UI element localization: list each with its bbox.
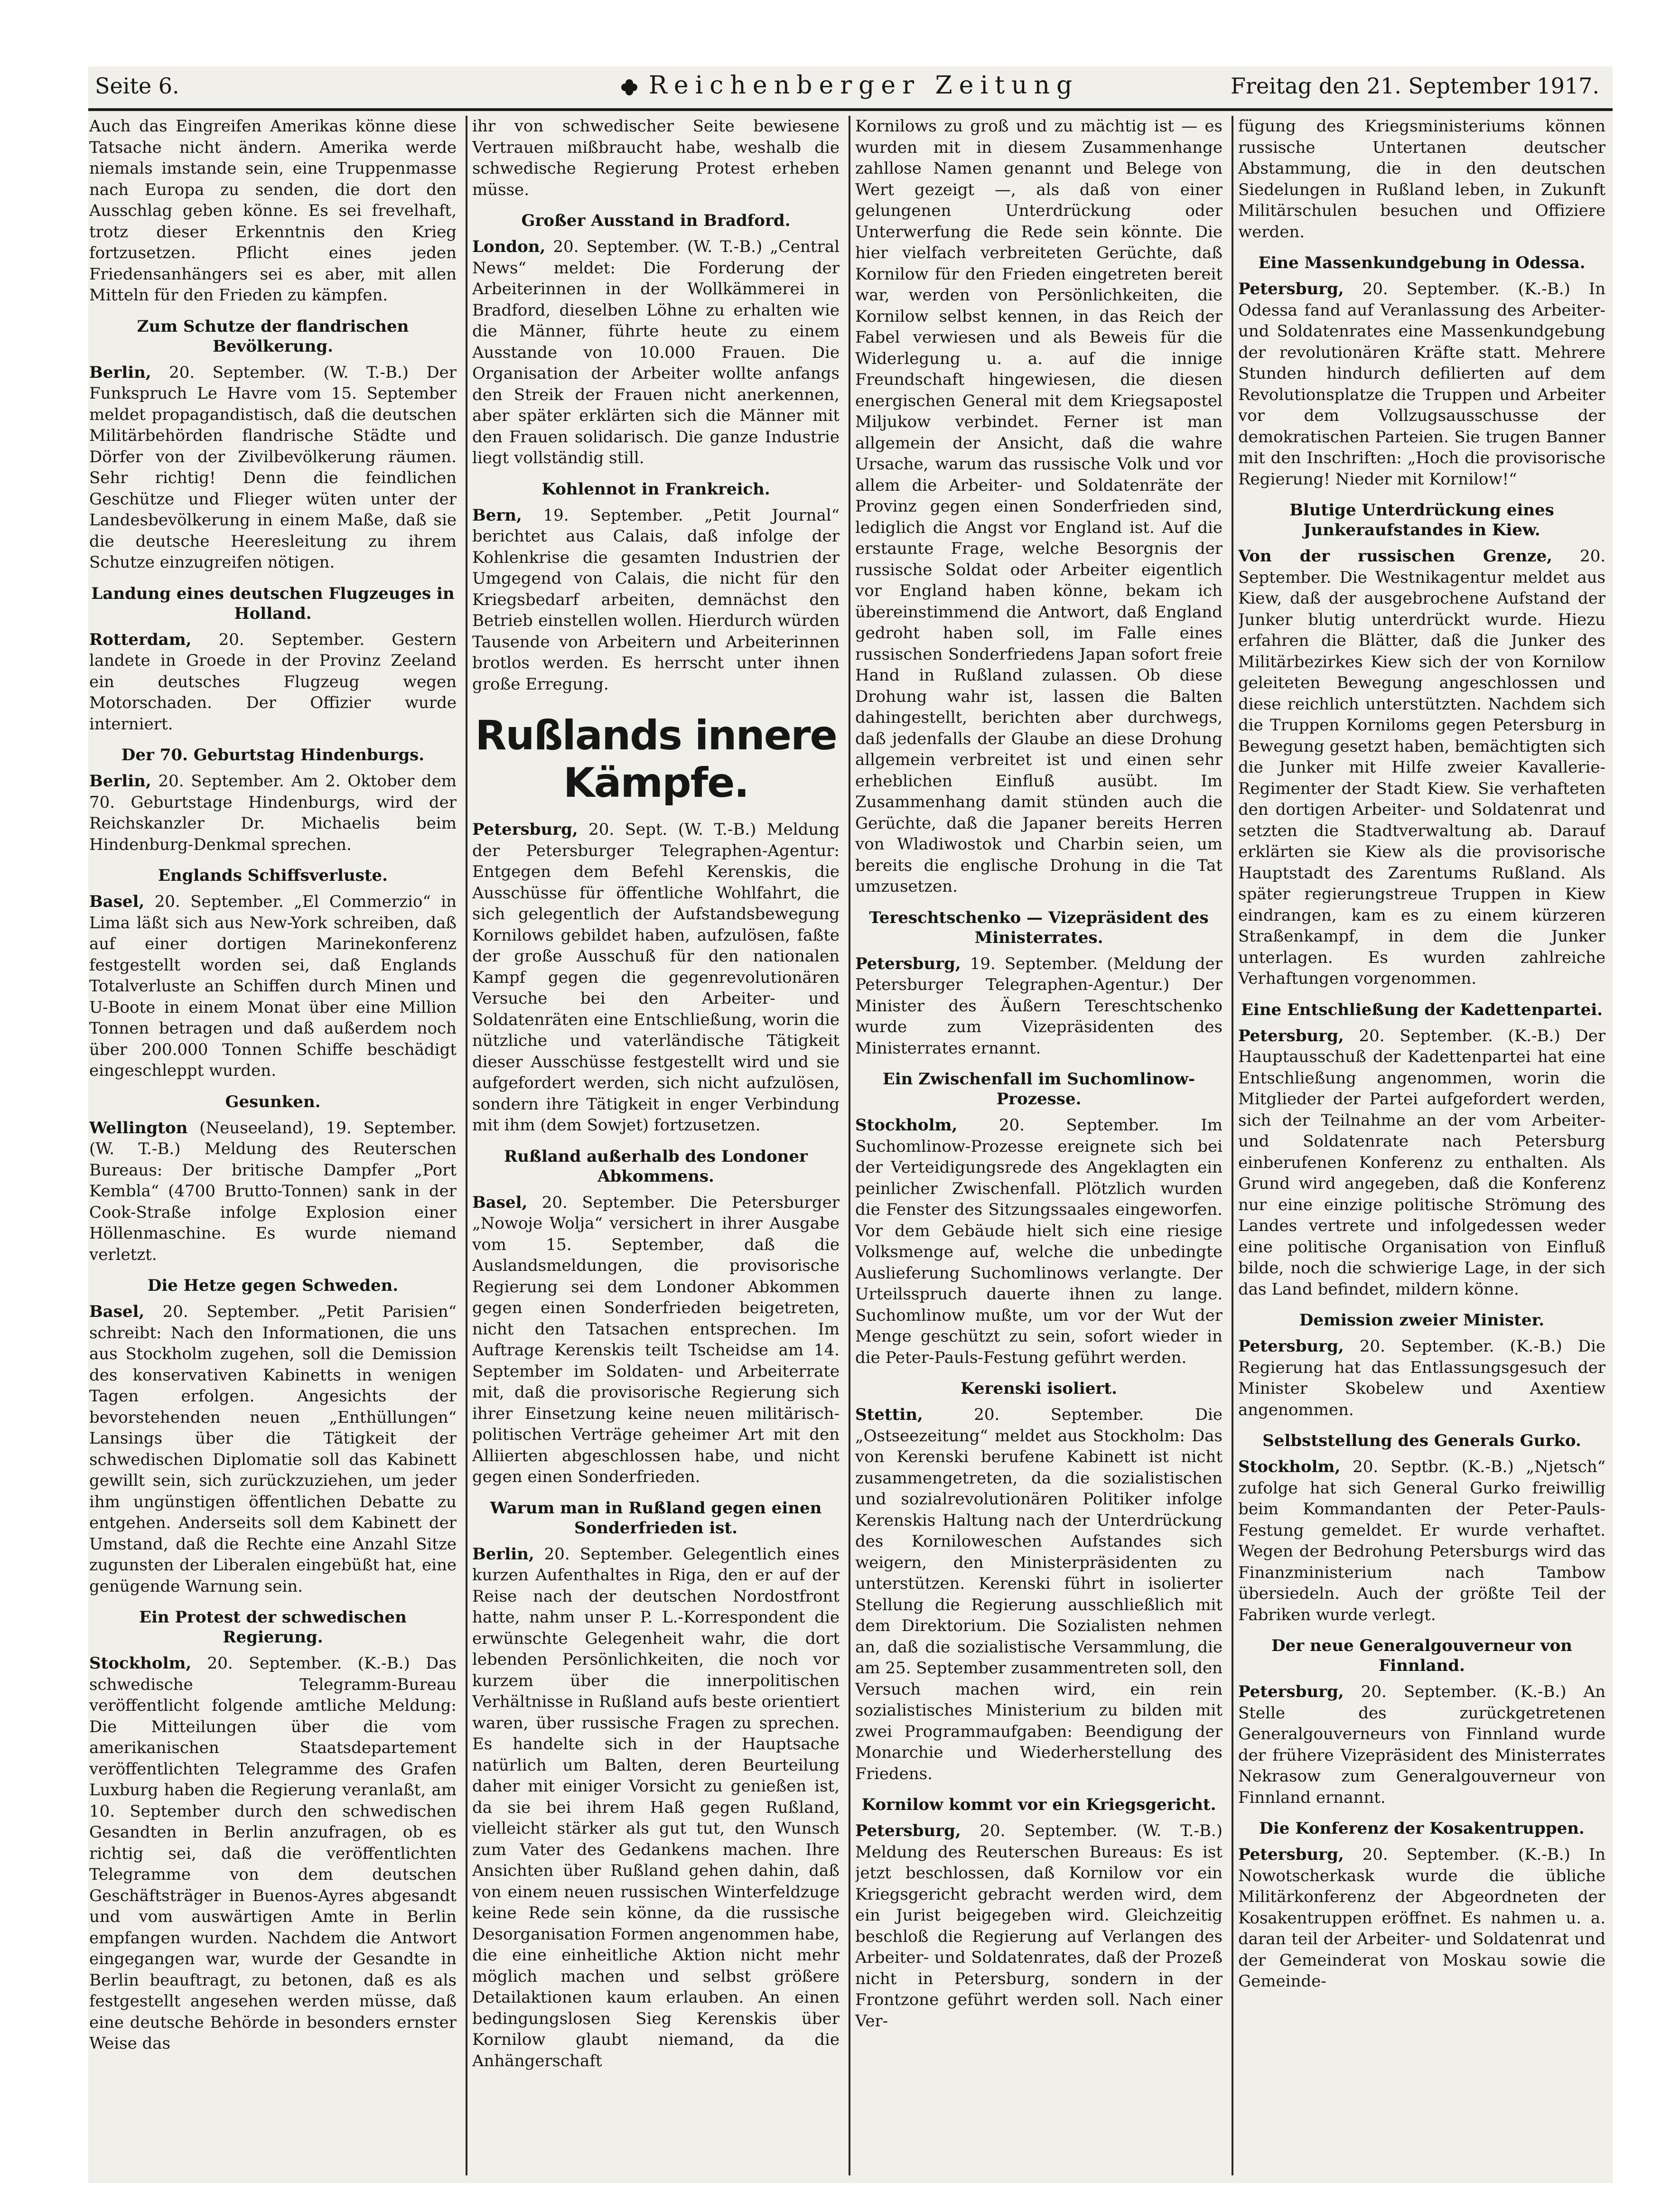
article-headline: Der 70. Geburtstag Hindenburgs. bbox=[121, 746, 425, 765]
dateline: Berlin, bbox=[472, 1544, 534, 1564]
article-text: 20. September. Die Westnikagentur meldet aus Kiew, daß der ausgebrochene Aufstand der Junker blutig unterdrückt wurde. Hiezu erfahren die Blätter, daß die Junker des Militärbezirkes Kiew sich der von Kornilow geleiteten Bewegung angeschlossen und diese reichlich unterstützten. Nachdem sich die Truppen Korniloms gegen Petersburg in Bewegung gesetzt haben, bemächtigten sich die Junker mit Hilfe zweier Kavallerie-Regimenter der Stadt Kiew. Sie verhafteten den dortigen Arbeiter- und Soldatenrat und setzten die Stadtverwaltung ab. Darauf erklärten sie Kiew als die provisorische Hauptstadt des Zarentums Rußland. Als später regierungstreue Truppen in Kiew eindrangen, kam es zu einem kürzeren Straßenkampf, in dem die Junker unterlagen. Es wurden zahlreiche Verhaftungen vorgenommen. bbox=[1238, 547, 1605, 988]
article-body bbox=[1238, 1026, 1605, 1300]
continuation-paragraph: fügung des Kriegsministeriums können russische Untertanen deutscher Abstammung, die in den deutschen Siedelungen in Rußland leben, in Zukunft Militärschulen besuchen und Offiziere werden. bbox=[1238, 117, 1605, 242]
dateline: Basel, bbox=[89, 892, 145, 911]
article-text: 20. September. (W. T.-B.) Meldung des Reuterschen Bureaus: Es ist jetzt beschlossen, daß Kornilow vor ein Kriegsgericht gebracht werden wird, dem ein Jurist beigegeben wird. Gleichzeitig beschloß die Regierung auf Verlangen des Arbeiter- und Soldatenrates, daß der Prozeß nicht in Petersburg, sondern in der Frontzone geführt werden soll. Nach einer Ver- bbox=[855, 1821, 1223, 2031]
article-headline: Englands Schiffsverluste. bbox=[158, 866, 388, 885]
article-body bbox=[855, 953, 1223, 1059]
continuation-paragraph: Kornilows zu groß und zu mächtig ist — es wurden mit in diesem Zusammenhange zahllose Namen genannt und Belege von Wert gezeigt —, als daß von einer gelungenen Unterdrückung oder Unterwerfung die Rede sein könnte. Die hier vielfach verbreiteten Gerüchte, daß Kornilow für den Frieden eingetreten bereit war, werden von Persönlichkeiten, die Kornilow selbst kennen, in das Reich der Fabel verwiesen und als Beweis für die Widerlegung u. a. auf die innige Freundschaft hingewiesen, die diesen energischen General mit dem Kriegsapostel Miljukow verbindet. Ferner ist man allgemein der Ansicht, daß die wahre Ursache, warum das russische Volk und vor allem die Arbeiter- und Soldatenräte der Provinz gegen einen Sonderfrieden sind, lediglich die Angst vor England ist. Auf die erstaunte Frage, welche Besorgnis der russische Soldat oder Arbeiter eigentlich vor England haben könne, bekam ich übereinstimmend die Antwort, daß England gedroht haben soll, im Falle eines russischen Sonderfriedens Japan sofort freie Hand in Rußland zulassen. Ob diese Drohung wahr ist, lassen die Balten dahingestellt, berichten aber durchwegs, daß jedenfalls der Glaube an diese Drohung allgemein verbreitet ist und einen sehr erheblichen Einfluß ausübt. Im Zusammenhang damit stünden auch die Gerüchte, daß die Japaner bereits Herren von Wladiwostok und Charbin seien, um bereits die englische Drohung in die Tat umzusetzen. bbox=[855, 117, 1223, 896]
dateline: Von der russischen Grenze, bbox=[1238, 547, 1552, 566]
main-headline: Rußlands innere Kämpfe. bbox=[475, 712, 837, 807]
article-body bbox=[472, 505, 840, 695]
article-text: 20. September. Gestern landete in Groede in der Provinz Zeeland ein deutsches Flugzeug wegen Motorschaden. Der Offizier wurde interniert. bbox=[89, 630, 457, 734]
dateline: Stettin, bbox=[855, 1405, 923, 1424]
article-body bbox=[1238, 1336, 1605, 1420]
article-body bbox=[89, 1301, 457, 1597]
dateline: Rotterdam, bbox=[89, 630, 192, 649]
column-rule bbox=[1232, 116, 1233, 2175]
dateline: Wellington bbox=[89, 1118, 188, 1138]
dateline: Petersburg, bbox=[1238, 1682, 1344, 1701]
article-text: 20. September. (K.-B.) Die Regierung hat das Entlassungsgesuch der Minister Skobelew und Axentiew angenommen. bbox=[1238, 1337, 1605, 1419]
dateline: London, bbox=[472, 237, 546, 256]
article-text: 20. September. Im Suchomlinow-Prozesse ereignete sich bei der Verteidigungsrede des Angeklagten ein peinlicher Zwischenfall. Plötzlich wurden die Fenster des Sitzungssaales eingeworfen. Vor dem Gebäude hielt sich eine riesige Volksmenge auf, welche die unbedingte Auslieferung Suchomlinows verlangte. Der Urteilsspruch dauerte ihnen zu lange. Suchomlinow mußte, um vor der Wut der Menge geschützt zu sein, sofort wieder in die Peter-Pauls-Festung geführt werden. bbox=[855, 1116, 1223, 1367]
article-body bbox=[472, 1544, 840, 2072]
article-headline: Kohlennot in Frankreich. bbox=[541, 479, 770, 499]
article-text: 20. September. (W. T.-B.) Der Funkspruch Le Havre vom 15. September meldet propagandistisch, daß die deutschen Militärbehörden flandrische Städte und Dörfer von der Zivilbevölkerung räumen. Sehr richtig! Denn die feindlichen Geschütze und Flieger wüten unter der Landesbevölkerung in einem Maße, daß sie die deutsche Heeresleitung zu ihrem Schutze einzugreifen nötigen. bbox=[89, 363, 457, 572]
article-text: 20. September. Die Petersburger „Nowoje Wolja“ versichert in ihrer Ausgabe vom 15. September, daß die Auslandsmeldungen, die provisorische Regierung sei dem Londoner Abkommen gegen einen Sonderfrieden beigetreten, nicht den Tatsachen entsprechen. Im Auftrage Kerenskis teilt Tscheidse am 14. September im Soldaten- und Arbeiterrate mit, daß die provisorische Regierung sich ihrer Einsetzung keine neuen militärisch-politischen Verträge geheimer Art mit den Alliierten abgeschlossen habe, und nicht gegen einen Sonderfrieden. bbox=[472, 1193, 840, 1486]
article-body bbox=[472, 819, 840, 1136]
article-headline: Warum man in Rußland gegen einen Sonderfrieden ist. bbox=[490, 1498, 822, 1538]
article-text: 20. Sept. (W. T.-B.) Meldung der Petersburger Telegraphen-Agentur: Entgegen dem Befehl Kerenskis, die Ausschüsse für öffentliche Wohlfahrt, die sich gelegentlich der Aufstandsbewegung Kornilows gebildet haben, aufzulösen, faßte der große Ausschuß für den nationalen Kampf gegen die gegenrevolutionären Versuche bei den Arbeiter- und Soldatenräten eine Entschließung, worin die nützliche und vaterländische Tätigkeit dieser Ausschüsse festgestellt wird und sie aufgefordert werden, sich nicht aufzulösen, sondern ihre Tätigkeit in enger Verbindung mit ihm (dem Sowjet) fortzusetzen. bbox=[472, 820, 840, 1135]
article-text: 20. September. Die „Ostseezeitung“ meldet aus Stockholm: Das von Kerenski berufene Kabinett ist nicht zusammengetreten, da die sozialistischen und sozialrevolutionären Politiker infolge Kerenskis Haltung nach der Unterdrückung des Korniloweschen Aufstandes sich weigern, den Ministerpräsidenten zu unterstützen. Kerenski führt in isolierter Stellung die Regierung ausschließlich mit dem Direktorium. Die Sozialisten nehmen an, daß die sozialistische Versammlung, die am 25. September zusammentreten soll, den Versuch machen wird, ein rein sozialistisches Ministerium zu bilden mit zwei Programmaufgaben: Beendigung der Monarchie und Wiederherstellung des Friedens. bbox=[855, 1405, 1223, 1783]
article-text: 19. September. (Meldung der Petersburger Telegraphen-Agentur.) Der Minister des Äußern Tereschtschenko wurde zum Vizepräsidenten des Ministerrates ernannt. bbox=[855, 954, 1223, 1058]
article-body bbox=[1238, 546, 1605, 989]
dateline: Berlin, bbox=[89, 772, 151, 791]
article-headline: Die Konferenz der Kosakentruppen. bbox=[1259, 1819, 1585, 1838]
page-number: Seite 6. bbox=[95, 73, 179, 99]
article-body bbox=[89, 1118, 457, 1266]
article-headline: Gesunken. bbox=[225, 1092, 321, 1111]
dateline: Petersburg, bbox=[1238, 1845, 1344, 1864]
article-headline: Selbststellung des Generals Gurko. bbox=[1262, 1431, 1581, 1450]
article-body bbox=[89, 891, 457, 1082]
article-body bbox=[1238, 1844, 1605, 1992]
issue-date: Freitag den 21. September 1917. bbox=[1231, 73, 1599, 99]
article-headline: Kerenski isoliert. bbox=[961, 1379, 1117, 1398]
article-headline: Großer Ausstand in Bradford. bbox=[521, 211, 791, 230]
dateline: Stockholm, bbox=[1238, 1457, 1341, 1476]
article-body bbox=[472, 236, 840, 469]
dateline: Petersburg, bbox=[855, 1821, 961, 1840]
column-rule bbox=[849, 116, 850, 2175]
article-headline: Kornilow kommt vor ein Kriegsgericht. bbox=[861, 1795, 1216, 1814]
article-headline: Ein Zwischenfall im Suchomlinow-Prozesse. bbox=[882, 1070, 1195, 1109]
article-headline: Blutige Unterdrückung eines Junkeraufstandes in Kiew. bbox=[1289, 501, 1554, 540]
dateline: Berlin, bbox=[89, 363, 151, 382]
article-headline: Zum Schutze der flandrischen Bevölkerung. bbox=[137, 317, 409, 356]
flower-ornament-icon bbox=[622, 80, 636, 94]
article-headline: Eine Entschließung der Kadettenpartei. bbox=[1241, 1000, 1603, 1019]
article-text: 20. Septbr. (K.-B.) „Njetsch“ zufolge hat sich General Gurko freiwillig beim Kommandanten der Peter-Pauls-Festung gemeldet. Er wurde verhaftet. Wegen der Bedrohung Petersburgs wird das Finanzministerium nach Tambow übersiedeln. Auch der größte Teil der Fabriken wurde verlegt. bbox=[1238, 1457, 1605, 1624]
dateline: Petersburg, bbox=[1238, 280, 1344, 298]
article-text: 20. September. (K.-B.) Das schwedische Telegramm-Bureau veröffentlicht folgende amtliche Meldung: Die Mitteilungen über die vom amerikanischen Staatsdepartement veröffentlichten Telegramme des Grafen Luxburg haben die Regierung veranlaßt, am 10. September durch den schwedischen Gesandten in Berlin anzufragen, ob es richtig sei, daß die veröffentlichten Telegramme von dem deutschen Geschäftsträger in Buenos-Ayres abgesandt und vom auswärtigen Amte in Berlin empfangen wurden. Nachdem die Antwort eingegangen war, wurde der Gesandte in Berlin beauftragt, zu betonen, daß es als festgestellt angesehen werden müsse, daß eine deutsche Behörde in besonders ernster Weise das bbox=[89, 1654, 457, 2053]
dateline: Stockholm, bbox=[855, 1116, 958, 1135]
article-text: 20. September. (W. T.-B.) „Central News“ meldet: Die Forderung der Arbeiterinnen in der Wollkämmerei in Bradford, dieselben Löhne zu erhalten wie die Männer, führte heute zu einem Ausstande von 10.000 Frauen. Die Organisation der Arbeiter wollte anfangs den Streik der Frauen nicht anerkennen, aber später erklärten sich die Männer mit den Frauen solidarisch. Die ganze Industrie liegt vollständig still. bbox=[472, 237, 840, 467]
article-text: 20. September. (K.-B.) In Odessa fand auf Veranlassung des Arbeiter- und Soldatenrates eine Massenkundgebung der revolutionären Kräfte statt. Mehrere Stunden hindurch defilierten auf dem Revolutionsplatze die Truppen und Arbeiter vor dem Vollzugsausschusse der demokratischen Parteien. Sie trugen Banner mit den Inschriften: „Hoch die provisorische Regierung! Nieder mit Kornilow!“ bbox=[1238, 280, 1605, 489]
article-body bbox=[1238, 1456, 1605, 1625]
article-body bbox=[89, 771, 457, 855]
continuation-paragraph: ihr von schwedischer Seite bewiesene Vertrauen mißbraucht habe, weshalb die schwedische Regierung Protest erheben müsse. bbox=[472, 117, 840, 199]
article-text: 20. September. Gelegentlich eines kurzen Aufenthaltes in Riga, den er auf der Reise nach der deutschen Nordostfront hatte, nahm unser P. L.-Korrespondent die erwünschte Gelegenheit wahr, die dort lebenden Persönlichkeiten, die noch vor kurzem über die innerpolitischen Verhältnisse in Rußland aufs beste orientiert waren, über russische Fragen zu sprechen. Es handelte sich in der Hauptsache natürlich um Balten, deren Beurteilung daher mit einiger Vorsicht zu genießen ist, da sie bei ihrem Haß gegen Rußland, vielleicht stärker als gut tut, den Wunsch zum Vater des Gedankens machen. Ihre Ansichten über Rußland gehen dahin, daß von einem neuen russischen Winterfeldzuge keine Rede sein könne, da die russische Desorganisation Formen angenommen habe, die eine einheitliche Aktion nicht mehr möglich machen und selbst größere Detailaktionen kaum erlauben. An einen bedingungslosen Sieg Kerenskis über Kornilow glaubt niemand, da die Anhängerschaft bbox=[472, 1544, 840, 2070]
newspaper-title-text: Reichenberger Zeitung bbox=[648, 71, 1079, 100]
article-body bbox=[472, 1192, 840, 1488]
article-body bbox=[855, 1820, 1223, 2032]
article-headline: Eine Massenkundgebung in Odessa. bbox=[1258, 253, 1586, 272]
header-rule bbox=[88, 108, 1613, 111]
article-headline: Rußland außerhalb des Londoner Abkommens. bbox=[504, 1147, 808, 1186]
article-text: 19. September. „Petit Journal“ berichtet aus Calais, daß infolge der Kohlenkrise die gesamten Industrien der Umgegend von Calais, die nicht für den Kriegsbedarf arbeiten, demnächst den Betrieb einstellen wollen. Hierdurch würden Tausende von Arbeitern und Arbeiterinnen brotlos werden. Es herrscht unter ihnen große Erregung. bbox=[472, 505, 840, 694]
article-text: (Neuseeland), 19. September. (W. T.-B.) Meldung des Reuterschen Bureaus: Der britische Dampfer „Port Kembla“ (4700 Brutto-Tonnen) sank in der Cook-Straße infolge Explosion einer Höllenmaschine. Es wurde niemand verletzt. bbox=[89, 1118, 457, 1264]
column-1 bbox=[89, 116, 457, 2175]
article-headline: Ein Protest der schwedischen Regierung. bbox=[139, 1608, 407, 1647]
dateline: Basel, bbox=[89, 1302, 145, 1321]
column-4 bbox=[1238, 116, 1605, 2175]
dateline: Petersburg, bbox=[855, 954, 961, 973]
dateline: Petersburg, bbox=[1238, 1337, 1344, 1356]
article-body bbox=[89, 362, 457, 573]
article-text: 20. September. (K.-B.) In Nowotscherkask wurde die übliche Militärkonferenz der Abgeordneten der Kosakentruppen eröffnet. Es nahmen u. a. daran teil der Arbeiter- und Soldatenrat und der Gemeinderat von Moskau sowie die Gemeinde- bbox=[1238, 1845, 1605, 1991]
article-text: 20. September. Am 2. Oktober dem 70. Geburtstage Hindenburgs, wird der Reichskanzler Dr. Michaelis beim Hindenburg-Denkmal sprechen. bbox=[89, 772, 457, 854]
article-body bbox=[89, 629, 457, 735]
article-body bbox=[1238, 279, 1605, 490]
masthead bbox=[88, 66, 1613, 109]
article-body bbox=[855, 1404, 1223, 1784]
article-text: 20. September. (K.-B.) An Stelle des zurückgetretenen Generalgouverneurs von Finnland wurde der frühere Vizepräsident des Ministerrates Nekrasow zum Generalgouverneur von Finnland ernannt. bbox=[1238, 1682, 1605, 1807]
article-text: 20. September. „Petit Parisien“ schreibt: Nach den Informationen, die uns aus Stockholm zugehen, soll die Demission des konservativen Kabinetts in wenigen Tagen erfolgen. Angesichts der bevorstehenden neuen „Enthüllungen“ Lansings über die Tätigkeit der schwedischen Diplomatie soll das Kabinett gewillt sein, sich zurückzuziehen, um jeder ihm ungünstigen öffentlichen Debatte zu entgehen. Anderseits soll dem Kabinett der Umstand, daß die Rechte eine Anzahl Sitze zugunsten der Liberalen eingebüßt hat, eine genügende Warnung sein. bbox=[89, 1302, 457, 1596]
article-body bbox=[89, 1653, 457, 2054]
dateline: Petersburg, bbox=[472, 820, 578, 839]
dateline: Basel, bbox=[472, 1193, 528, 1212]
article-headline: Landung eines deutschen Flugzeuges in Holland. bbox=[91, 584, 455, 623]
article-text: 20. September. (K.-B.) Der Hauptausschuß der Kadettenpartei hat eine Entschließung angenommen, worin die Mitglieder der Partei aufgefordert werden, sich der Teilnahme an der vom Arbeiter- und Soldatenrate nach Petersburg einberufenen Konferenz zu enthalten. Als Grund wird angegeben, daß die Konferenz nur eine einzige politische Strömung des Landes vertrete und infolgedessen weder eine politische Organisation von Einfluß bilde, noch die schwierige Lage, in der sich das Land befindet, mildern könne. bbox=[1238, 1026, 1605, 1299]
dateline: Stockholm, bbox=[89, 1654, 192, 1673]
column-2 bbox=[472, 116, 840, 2175]
continuation-paragraph: Auch das Eingreifen Amerikas könne diese Tatsache nicht ändern. Amerika werde niemals imstande sein, eine Truppenmasse nach Europa zu senden, die dort den Ausschlag geben könne. Es sei frevelhaft, trotz dieser Erkenntnis den Krieg fortzusetzen. Pflicht eines jeden Friedensanhängers sei es aber, mit allen Mitteln für den Frieden zu kämpfen. bbox=[89, 117, 457, 305]
article-body bbox=[855, 1115, 1223, 1368]
dateline: Bern, bbox=[472, 505, 522, 525]
article-body bbox=[1238, 1681, 1605, 1808]
column-rule bbox=[466, 116, 467, 2175]
article-headline: Die Hetze gegen Schweden. bbox=[147, 1276, 399, 1295]
dateline: Petersburg, bbox=[1238, 1026, 1344, 1045]
article-headline: Demission zweier Minister. bbox=[1299, 1311, 1545, 1330]
column-3 bbox=[855, 116, 1223, 2175]
article-text: 20. September. „El Commerzio“ in Lima läßt sich aus New-York schreiben, daß auf einer dortigen Marinekonferenz festgestellt worden sei, daß Englands Totalverluste an Schiffen durch Minen und U-Boote in einem Monat über eine Million Tonnen betragen und daß außerdem noch über 200.000 Tonnen Schiffe beschädigt eingeschleppt wurden. bbox=[89, 892, 457, 1080]
article-headline: Tereschtschenko — Vizepräsident des Ministerrates. bbox=[869, 908, 1209, 947]
article-headline: Der neue Generalgouverneur von Finnland. bbox=[1271, 1636, 1572, 1675]
